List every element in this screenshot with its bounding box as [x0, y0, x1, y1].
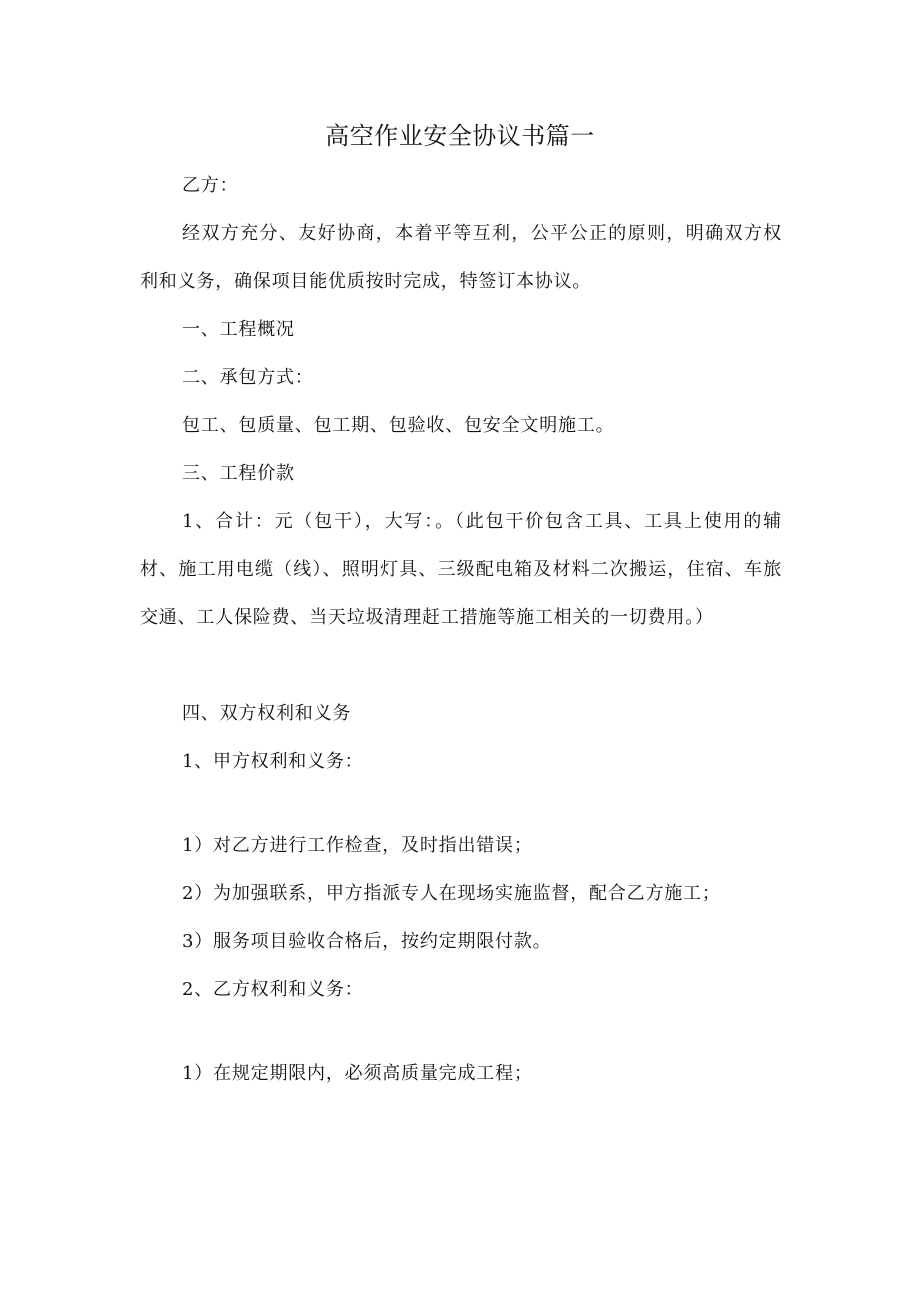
party-a-heading: 1、甲方权利和义务： [182, 751, 364, 772]
section-4-heading: 四、双方权利和义务 [182, 703, 352, 724]
section-1-heading: 一、工程概况 [182, 319, 295, 340]
party-a-item: 2）为加强联系，甲方指派专人在现场实施监督，配合乙方施工； [182, 883, 721, 904]
section-3-detail: 1、合计：元（包干），大写：。（此包干价包含工具、工具上使用的辅材、施工用电缆（线）、照明灯具、三级配电箱及材料二次搬运，住宿、车旅交通、工人保险费、当天垃圾清理赶工措施等施工相关的一切费用。） [140, 511, 782, 628]
party-b-item: 1）在规定期限内，必须高质量完成工程； [182, 1063, 533, 1084]
section-2-heading: 二、承包方式： [182, 367, 314, 388]
section-3-heading: 三、工程价款 [182, 463, 295, 484]
party-b-heading: 2、乙方权利和义务： [182, 979, 364, 1000]
party-a-item: 3）服务项目验收合格后，按约定期限付款。 [182, 931, 552, 952]
intro-paragraph: 经双方充分、友好协商，本着平等互利，公平公正的原则，明确双方权利和义务，确保项目能优质按时完成，特签订本协议。 [140, 223, 782, 292]
document-title: 高空作业安全协议书篇一 [325, 122, 595, 150]
party-b-label: 乙方： [182, 175, 239, 196]
section-2-detail: 包工、包质量、包工期、包验收、包安全文明施工。 [182, 415, 615, 436]
party-a-item: 1）对乙方进行工作检查，及时指出错误； [182, 835, 533, 856]
